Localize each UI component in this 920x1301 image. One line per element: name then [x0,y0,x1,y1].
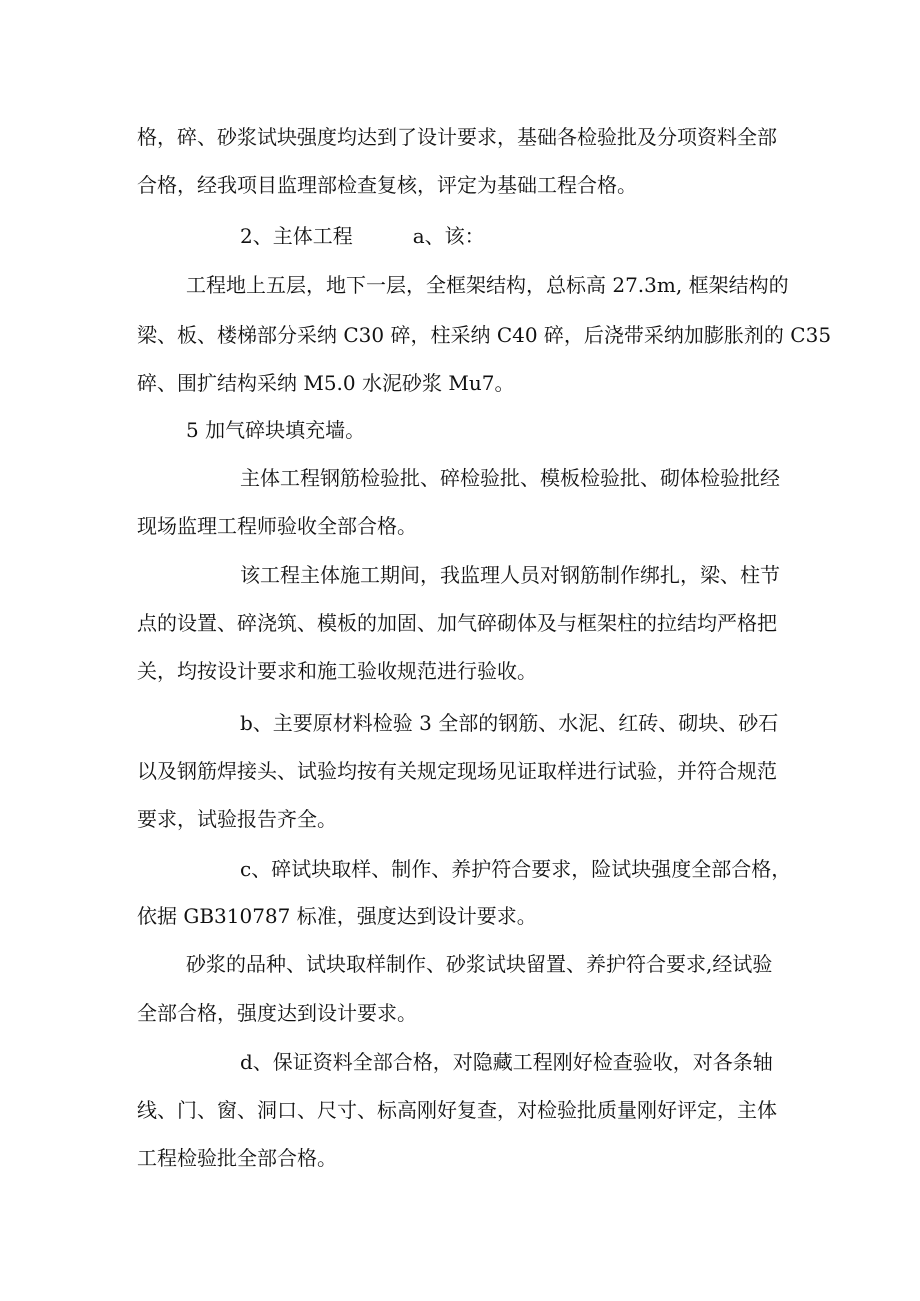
text-line: 梁、板、楼梯部分采纳 C30 碎，柱采纳 C40 碎，后浇带采纳加膨胀剂的 C35 [137,323,832,347]
text-line: 全部合格，强度达到设计要求。 [137,1001,417,1025]
text-line: 该工程主体施工期间，我监理人员对钢筋制作绑扎，梁、柱节 [240,563,780,587]
text-line: 工程检验批全部合格。 [137,1146,337,1170]
text-line: c、碎试块取样、制作、养护符合要求，险试块强度全部合格， [240,857,792,881]
text-line: 格，碎、砂浆试块强度均达到了设计要求，基础各检验批及分项资料全部 [137,125,777,149]
text-line: 工程地上五层，地下一层，全框架结构，总标高 27.3m, 框架结构的 [186,273,789,297]
text-line: 砂浆的品种、试块取样制作、砂浆试块留置、养护符合要求,经试验 [186,952,773,976]
text-line: 主体工程钢筋检验批、碎检验批、模板检验批、砌体检验批经 [240,466,780,490]
text-line: 点的设置、碎浇筑、模板的加固、加气碎砌体及与框架柱的拉结均严格把 [137,611,777,635]
text-line: 线、门、窗、洞口、尺寸、标高刚好复查，对检验批质量刚好评定，主体 [137,1098,777,1122]
text-line: 以及钢筋焊接头、试验均按有关规定现场见证取样进行试验，并符合规范 [137,759,777,783]
text-line: d、保证资料全部合格，对隐藏工程刚好检查验收，对各条轴 [240,1050,773,1074]
text-line: 碎、围扩结构采纳 M5.0 水泥砂浆 Mu7。 [137,371,515,395]
text-line: 关，均按设计要求和施工验收规范进行验收。 [137,659,537,683]
text-line: 合格，经我项目监理部检查复核，评定为基础工程合格。 [137,173,637,197]
section-heading: 2、主体工程 a、该： [240,224,485,248]
text-line: 依据 GB310787 标准，强度达到设计要求。 [137,904,537,928]
text-line: 现场监理工程师验收全部合格。 [137,514,417,538]
text-line: 5 加气碎块填充墙。 [186,418,366,442]
text-line: 要求，试验报告齐全。 [137,807,337,831]
text-line: b、主要原材料检验 3 全部的钢筋、水泥、红砖、砌块、砂石 [240,711,779,735]
